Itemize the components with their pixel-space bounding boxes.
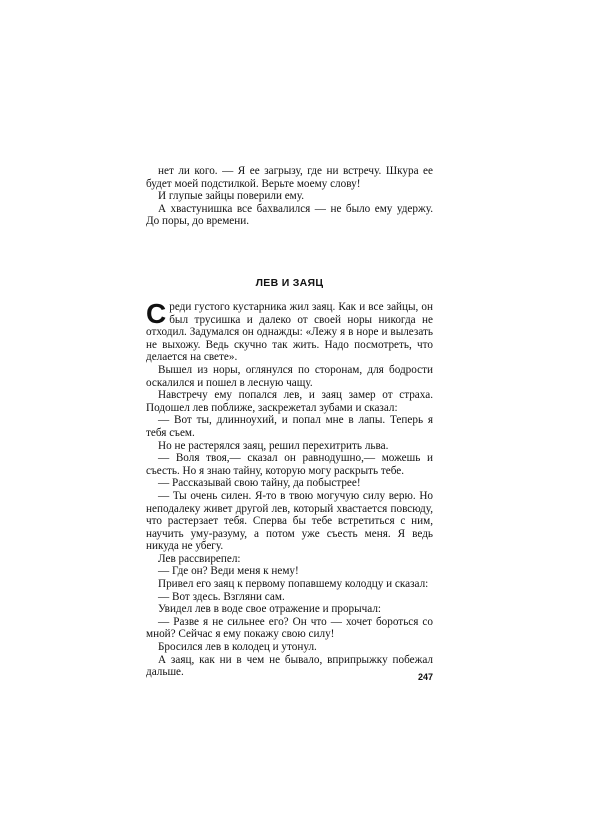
paragraph: — Рассказывай свою тайну, да побыстрее! — [158, 477, 361, 490]
first-paragraph-text: реди густого кустарника жил заяц. Как и все зайцы, он был трусишка и далеко от своей норы никогда не отходил. Задумался он однажды: «Лежу я в норе и вылезать не выхожу. Ведь скучно так жить. Надо посмотреть, что делается на свете». — [146, 301, 433, 364]
paragraph: — Ты очень силен. Я-то в твою могучую силу верю. Но неподалеку живет другой лев, который хвастается повсюду, что растерзает тебя. Сперва бы тебе встретиться с ним, научить уму-разуму, а потом уже съесть меня. Я ведь никуда не убегу. — [146, 489, 433, 553]
paragraph: И глупые зайцы поверили ему. — [158, 190, 305, 203]
paragraph: Бросился лев в колодец и утонул. — [158, 641, 317, 654]
paragraph: — Вот ты, длинноухий, и попал мне в лапы. Теперь я тебя съем. — [146, 414, 433, 439]
paragraph: Но не растерялся заяц, решил перехитрить льва. — [158, 439, 389, 452]
paragraph: — Разве я не сильнее его? Он что — хочет бороться со мной? Сейчас я ему покажу свою силу! — [146, 615, 433, 641]
paragraph: Лев рассвирепел: — [158, 552, 241, 565]
paragraph — [146, 298, 433, 364]
previous-story-ending — [146, 165, 433, 228]
paragraph: Увидел лев в воде свое отражение и прорычал: — [158, 603, 382, 616]
story-title: ЛЕВ И ЗАЯЦ — [255, 277, 324, 289]
paragraph: Вышел из норы, оглянулся по сторонам, для бодрости оскалился и пошел в лесную чащу. — [146, 363, 433, 389]
paragraph: А заяц, как ни в чем не бывало, вприпрыжку побежал дальше. — [146, 653, 433, 679]
paragraph: нет ли кого. — Я ее загрызу, где ни встречу. Шкура ее будет моей подстилкой. Верьте моему слову! — [146, 165, 433, 190]
paragraph: — Где он? Веди меня к нему! — [158, 565, 299, 578]
paragraph: — Воля твоя,— сказал он равнодушно,— можешь и съесть. Но я знаю тайну, которую могу раскрыть тебе. — [146, 452, 433, 477]
drop-cap: С — [146, 298, 167, 329]
paragraph: А хвастунишка все бахвалился — не было ему удержу. До поры, до времени. — [146, 202, 433, 228]
paragraph: Привел его заяц к первому попавшему колодцу и сказал: — [158, 578, 429, 591]
page-number: 247 — [417, 672, 433, 682]
story-body — [146, 298, 433, 679]
paragraph: Навстречу ему попался лев, и заяц замер от страха. Подошел лев поближе, заскрежетал зубами и сказал: — [146, 389, 433, 414]
paragraph: — Вот здесь. Взгляни сам. — [158, 590, 285, 603]
